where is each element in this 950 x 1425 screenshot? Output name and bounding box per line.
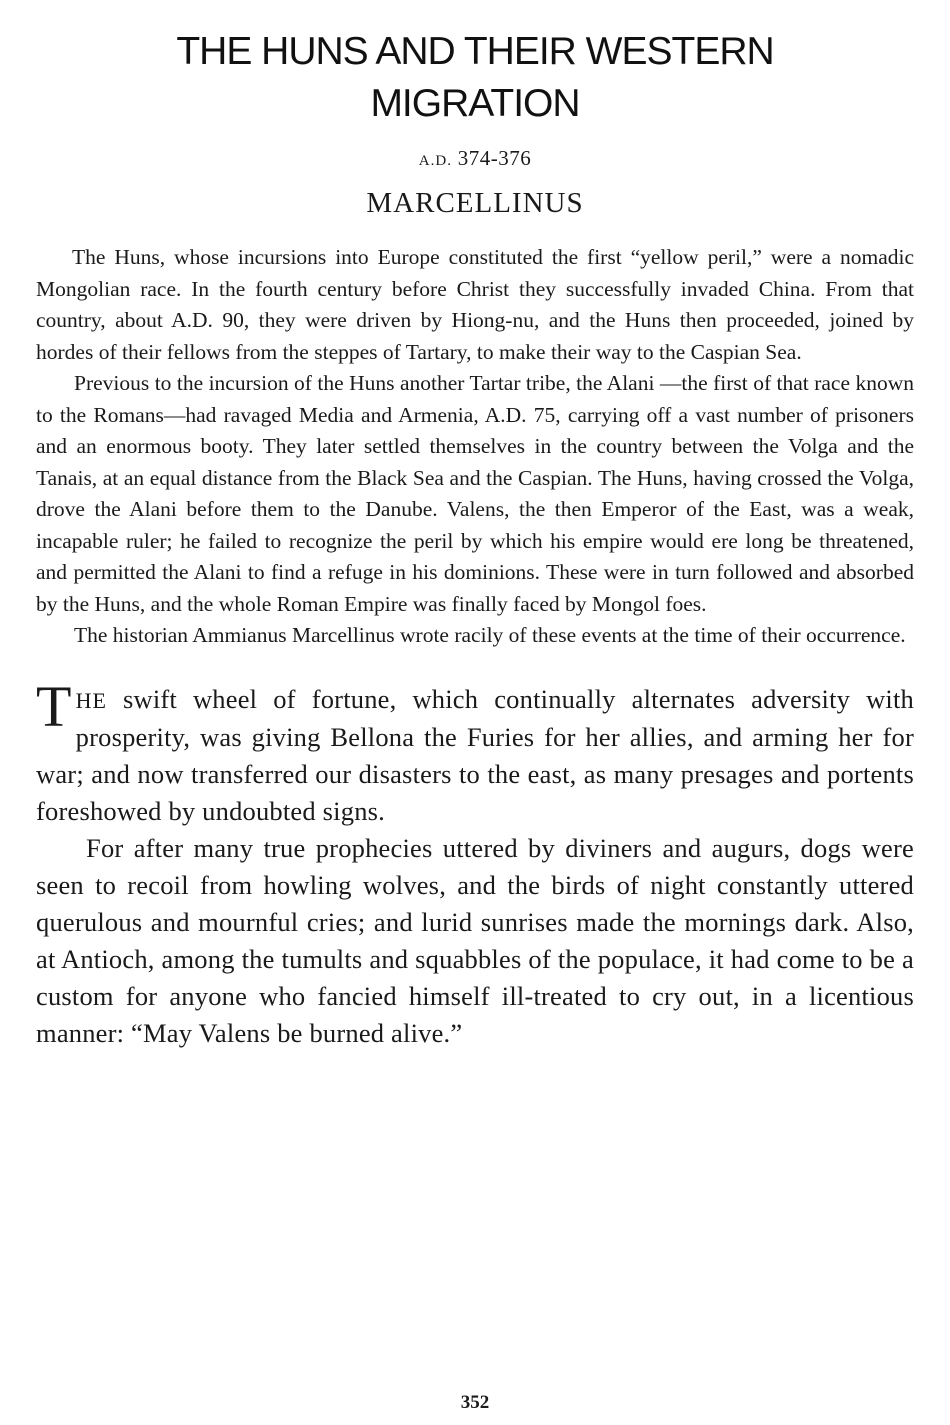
page [36, 26, 914, 1052]
main-paragraph-1-text: swift wheel of fortune, which continually alternates adversity with prosperity, was giving Bellona the Furies for her allies, and arming her for war; and now transferred our disasters to the east, as many presages and portents foreshowed by undoubted signs. [36, 683, 914, 826]
page-number: 352 [460, 1392, 490, 1413]
main-paragraph-2: For after many true prophecies uttered by diviners and augurs, dogs were seen to recoil from howling wolves, and the birds of night constantly uttered querulous and mournful cries; and lurid sunrises made the mornings dark. Also, at Antioch, among the tumults and squabbles of the populace, it had come to be a custom for anyone who fancied himself ill-treated to cry out, in a licentious manner: “May Valens be burned alive.” [36, 832, 914, 1048]
intro-paragraph-3: The historian Ammianus Marcellinus wrote racily of these events at the time of their occurrence. [74, 623, 906, 647]
title-line-1: THE HUNS AND THEIR WESTERN [176, 30, 774, 73]
title-line-2: MIGRATION [370, 82, 580, 125]
date-range [36, 146, 914, 171]
drop-cap: T [36, 673, 72, 739]
intro-paragraph-1: The Huns, whose incursions into Europe constituted the first “yellow peril,” were a nomadic Mongolian race. In the fourth century before Christ they successfully invaded China. From that country, about A.D. 90, they were driven by Hiong-nu, and the Huns then proceeded, joined by hordes of their fellows from the steppes of Tartary, to make their way to the Caspian Sea. [36, 245, 914, 364]
introduction [36, 242, 914, 652]
page-title [36, 26, 914, 130]
era-label: A.D. [418, 153, 452, 169]
main-text [36, 673, 914, 1052]
drop-cap-continuation: HE [75, 687, 107, 713]
author-heading: MARCELLINUS [366, 187, 584, 219]
years-label: 374-376 [457, 146, 532, 170]
main-paragraph-1 [36, 673, 914, 830]
intro-paragraph-2: Previous to the incursion of the Huns another Tartar tribe, the Alani —the first of that race known to the Romans—had ravaged Media and Armenia, A.D. 75, carrying off a vast number of prisoners and an enormous booty. They later settled themselves in the country between the Volga and the Tanais, at an equal distance from the Black Sea and the Caspian. The Huns, having crossed the Volga, drove the Alani before them to the Danube. Valens, the then Emperor of the East, was a weak, incapable ruler; he failed to recognize the peril by which his empire would ere long be threatened, and permitted the Alani to find a refuge in his dominions. These were in turn followed and absorbed by the Huns, and the whole Roman Empire was finally faced by Mongol foes. [36, 371, 914, 616]
